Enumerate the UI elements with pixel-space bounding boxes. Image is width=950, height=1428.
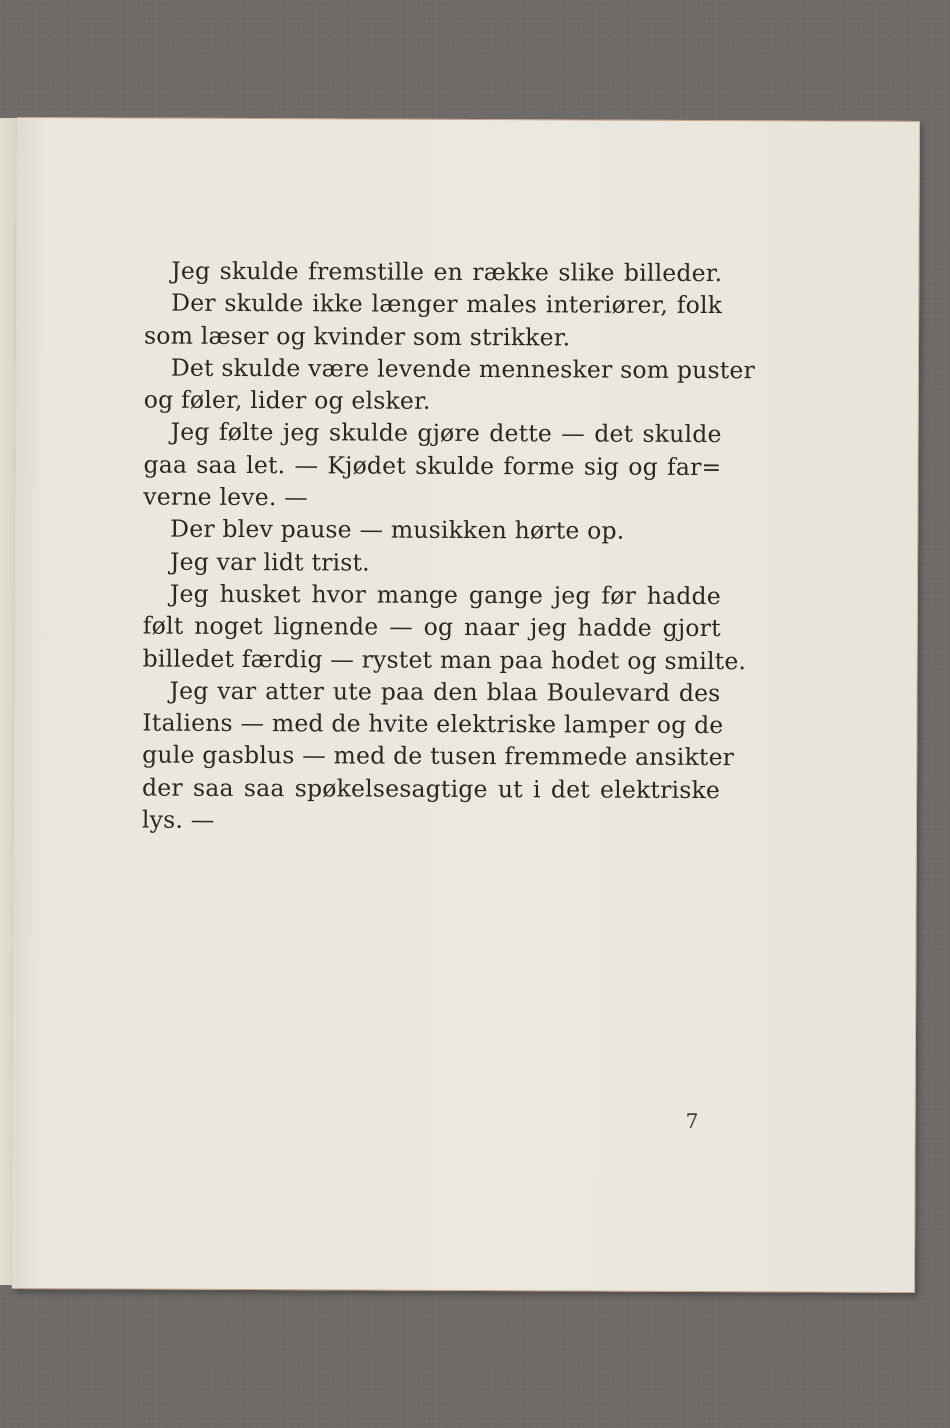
text-line: billedet færdig — rystet man paa hodet og smilte. xyxy=(142,644,747,675)
text-line: Jeg følte jeg skulde gjøre dette — det skulde xyxy=(170,418,722,449)
text-line: Italiens — med de hvite elektriske lamper og de xyxy=(142,708,724,740)
text-line: Det skulde være levende mennesker som puster xyxy=(170,353,756,385)
text-line: Der blev pause — musikken hørte op. xyxy=(170,515,625,546)
text-line: gaa saa let. — Kjødet skulde forme sig og far= xyxy=(143,450,722,481)
page-number: 7 xyxy=(685,1108,699,1133)
text-line: verne leve. — xyxy=(143,482,308,512)
text-line: følt noget lignende — og naar jeg hadde gjort xyxy=(142,611,721,643)
text-line: Der skulde ikke længer males interiører, folk xyxy=(171,288,723,320)
text-line: Jeg var atter ute paa den blaa Boulevard des xyxy=(169,676,721,707)
text-line: lys. — xyxy=(141,805,215,834)
body-text xyxy=(141,255,756,839)
text-line: gule gasblus — med de tusen fremmede ansikter xyxy=(142,741,735,772)
book-page xyxy=(12,117,920,1293)
text-line: Jeg husket hvor mange gange jeg før hadde xyxy=(169,579,721,611)
text-line: som læser og kvinder som strikker. xyxy=(143,321,571,352)
text-line: og føler, lider og elsker. xyxy=(143,385,431,415)
text-line: der saa saa spøkelsesagtige ut i det elektriske xyxy=(142,773,721,804)
text-line: Jeg skulde fremstille en række slike billeder. xyxy=(171,256,723,288)
text-line: Jeg var lidt trist. xyxy=(170,547,370,577)
